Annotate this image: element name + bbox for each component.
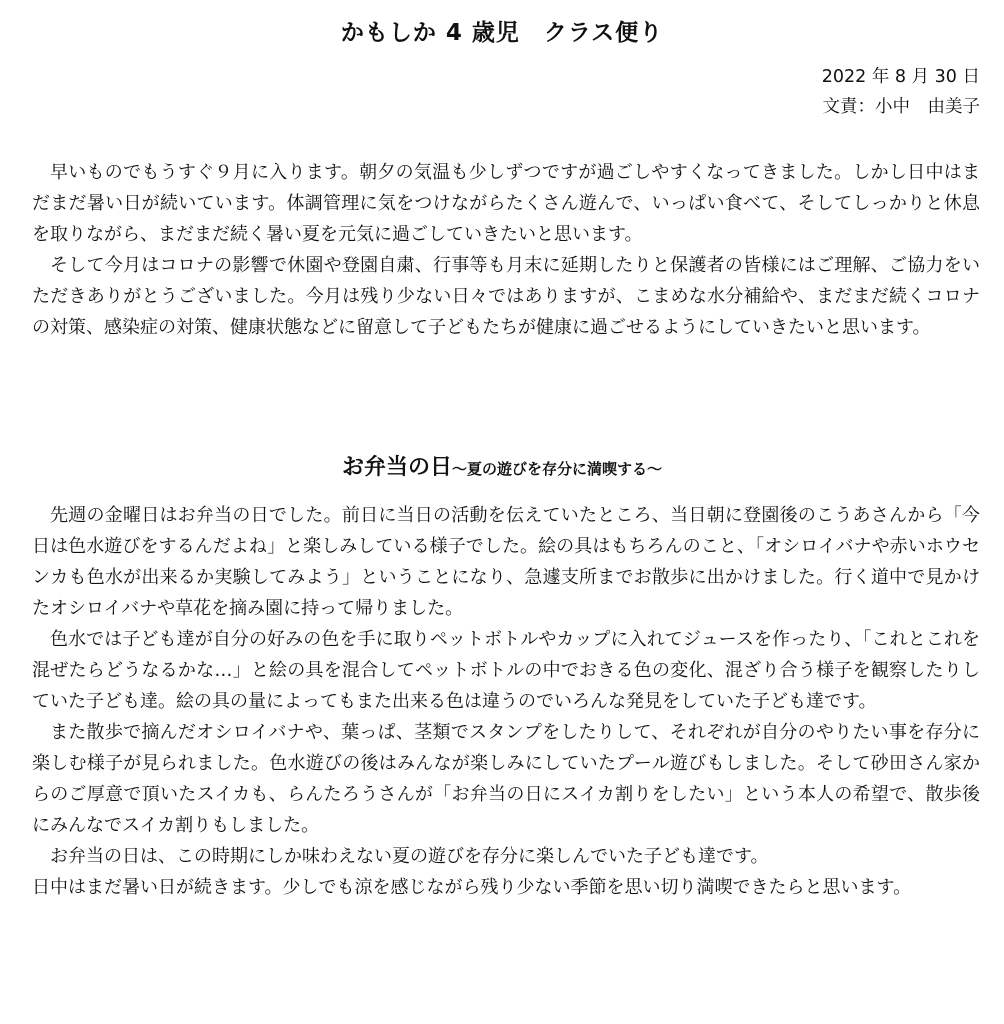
section-paragraph: また散歩で摘んだオシロイバナや、葉っぱ、茎類でスタンプをしたりして、それぞれが自分のやりたい事を存分に楽しむ様子が見られました。色水遊びの後はみんなが楽しみにしていたプール遊びもしました。そして砂田さん家からのご厚意で頂いたスイカも、らんたろうさんが「お弁当の日にスイカ割りをしたい」という本人の希望で、散歩後にみんなでスイカ割りもしました。 xyxy=(32,722,980,836)
intro-paragraph: そして今月はコロナの影響で休園や登園自粛、行事等も月末に延期したりと保護者の皆様にはご理解、ご協力をいただきありがとうございました。今月は残り少ない日々ではありますが、こまめな水分補給や、まだまだ続くコロナの対策、感染症の対策、健康状態などに留意して子どもたちが健康に過ごせるようにしていきたいと思います。 xyxy=(32,255,980,338)
section-heading-sub: ～夏の遊びを存分に満喫する～ xyxy=(452,460,663,478)
section-paragraph: 日中はまだ暑い日が続きます。少しでも涼を感じながら残り少ない季節を思い切り満喫できたらと思います。 xyxy=(32,877,912,898)
newsletter-title: かもしか 4 歳児 クラス便り xyxy=(340,20,664,46)
section-paragraph: お弁当の日は、この時期にしか味わえない夏の遊びを存分に楽しんでいた子ども達です。 xyxy=(50,846,769,867)
section-body xyxy=(32,500,980,903)
newsletter-meta xyxy=(822,62,980,122)
intro-paragraph: 早いものでもうすぐ９月に入ります。朝夕の気温も少しずつですが過ごしやすくなってきました。しかし日中はまだまだ暑い日が続いています。体調管理に気をつけながらたくさん遊んで、いっぱい食べて、そしてしっかりと休息を取りながら、まだまだ続く暑い夏を元気に過ごしていきたいと思います。 xyxy=(32,162,980,245)
section-paragraph: 色水では子ども達が自分の好みの色を手に取りペットボトルやカップに入れてジュースを作ったり、「これとこれを混ぜたらどうなるかな…」と絵の具を混合してペットボトルの中でおきる色の変化、混ざり合う様子を観察したりしていた子ども達。絵の具の量によってもまた出来る色は違うのでいろんな発見をしていた子ども達です。 xyxy=(32,629,980,712)
section-heading-main: お弁当の日 xyxy=(341,455,452,480)
section-paragraph: 先週の金曜日はお弁当の日でした。前日に当日の活動を伝えていたところ、当日朝に登園後のこうあさんから「今日は色水遊びをするんだよね」と楽しみしている様子でした。絵の具はもちろんのこと、「オシロイバナや赤いホウセンカも色水が出来るか実験してみよう」ということになり、急遽支所までお散歩に出かけました。行く道中で見かけたオシロイバナや草花を摘み園に持って帰りました。 xyxy=(32,505,980,619)
author-line: 文責：小中 由美子 xyxy=(822,97,980,117)
section-heading xyxy=(0,450,1004,481)
intro-section xyxy=(32,157,980,343)
issue-date: 2022 年 8 月 30 日 xyxy=(821,67,980,87)
